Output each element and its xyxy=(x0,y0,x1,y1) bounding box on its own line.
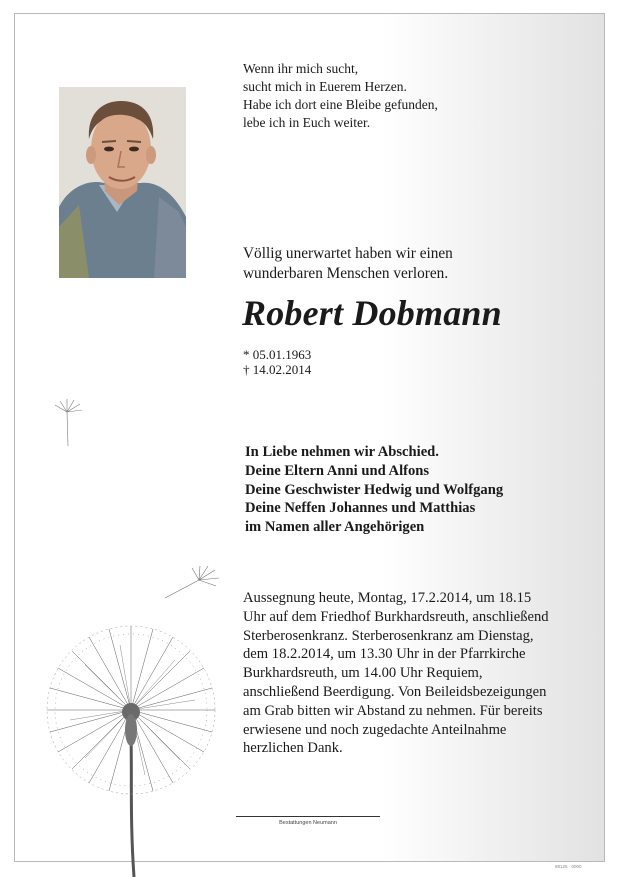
print-code: 88125 · 0000 xyxy=(555,864,582,869)
dandelion-stem xyxy=(131,735,134,877)
farewell-line: im Namen aller Angehörigen xyxy=(245,519,425,536)
service-line: herzlichen Dank. xyxy=(243,740,343,757)
service-line: am Grab bitten wir Abstand zu nehmen. Für bereits xyxy=(243,702,543,719)
service-details xyxy=(243,589,598,758)
family-farewell xyxy=(245,443,585,537)
intro-line: wunderbaren Menschen verloren. xyxy=(243,264,449,282)
farewell-line: Deine Eltern Anni und Alfons xyxy=(245,462,430,479)
death-date: † 14.02.2014 xyxy=(243,362,312,377)
poem-line: Wenn ihr mich sucht, xyxy=(243,61,359,76)
service-line: Uhr auf dem Friedhof Burkhardsreuth, anschließend xyxy=(243,608,549,625)
intro-line: Völlig unerwartet haben wir einen xyxy=(243,245,453,262)
service-line: anschließend Beerdigung. Von Beileidsbezeigungen xyxy=(243,683,547,700)
signature-divider xyxy=(236,816,380,817)
service-line: erwiesene und noch zugedachte Anteilnahme xyxy=(243,721,507,738)
farewell-line: In Liebe nehmen wir Abschied. xyxy=(245,444,439,460)
service-line: dem 18.2.2014, um 13.30 Uhr in der Pfarrkirche xyxy=(243,646,526,663)
farewell-line: Deine Geschwister Hedwig und Wolfgang xyxy=(245,481,504,498)
poem-line: Habe ich dort eine Bleibe gefunden, xyxy=(243,97,438,112)
service-line: Aussegnung heute, Montag, 17.2.2014, um 18.15 xyxy=(243,590,532,606)
birth-date: * 05.01.1963 xyxy=(243,347,312,362)
deceased-name: Robert Dobmann xyxy=(242,293,502,333)
service-line: Sterberosenkranz. Sterberosenkranz am Dienstag, xyxy=(243,627,534,644)
floating-seed-icon xyxy=(165,566,219,598)
memorial-poem xyxy=(243,60,573,132)
poem-line: lebe ich in Euch weiter. xyxy=(243,115,371,130)
poem-line: sucht mich in Euerem Herzen. xyxy=(243,79,407,94)
portrait-photo xyxy=(59,87,186,278)
life-dates xyxy=(243,347,311,377)
undertaker-credit: Bestattungen Neumann xyxy=(279,820,337,826)
floating-seed-icon xyxy=(55,399,82,446)
service-line: Burkhardsreuth, um 14.00 Uhr Requiem, xyxy=(243,665,483,682)
intro-text xyxy=(243,244,573,283)
farewell-line: Deine Neffen Johannes und Matthias xyxy=(245,500,476,517)
